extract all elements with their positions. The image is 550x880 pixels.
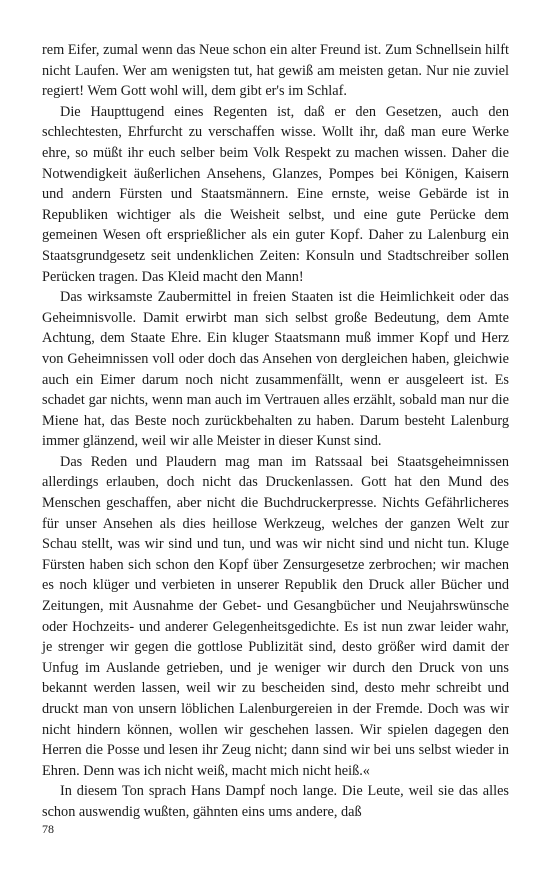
page-number: 78 — [42, 822, 54, 836]
paragraph-continuation: rem Eifer, zumal wenn das Neue schon ein alter Freund ist. Zum Schnellsein hilft nicht Laufen. Wer am wenigsten tut, hat gewiß am meisten getan. Nur nie zuviel regiert! Wem Gott wohl will, dem gibt er's im Schlaf. — [42, 42, 509, 100]
paragraph: In diesem Ton sprach Hans Dampf noch lange. Die Leute, weil sie das alles schon auswendig wußten, gähnten eins ums andere, daß — [42, 783, 509, 820]
paragraph: Die Haupttugend eines Regenten ist, daß er den Gesetzen, auch den schlechtesten, Ehrfurcht zu verschaffen wisse. Wollt ihr, daß man eure Werke ehre, so müßt ihr euch selber beim Volk Respekt zu machen wissen. Daher die Notwendigkeit äußerlichen Ansehens, Glanzes, Pompes bei Königen, Kaisern und andern Fürsten und Staatsmännern. Eine ernste, weise Gebärde ist in Republiken wichtiger als die Weisheit selbst, und eine gute Perücke dem gemeinen Wesen oft ersprießlicher als ein guter Kopf. Daher zu Lalenburg ein Staatsgrundgesetz seit undenklichen Zeiten: Konsuln und Stadtschreiber sollen Perücken tragen. Das Kleid macht den Mann! — [42, 103, 509, 285]
paragraph: Das Reden und Plaudern mag man im Ratssaal bei Staatsgeheimnissen allerdings erlauben, doch nicht das Druckenlassen. Gott hat den Mund des Menschen geschaffen, aber nicht die Buchdruckerpresse. Nichts Gefährlicheres für unser Ansehen als dies heillose Werkzeug, welches der ganzen Welt zur Schau stellt, was wir sind und tun, und was wir nicht sind und nicht tun. Kluge Fürsten haben sich schon den Kopf über Zensurgesetze zerbrochen; wir machen es noch klüger und verbieten in unserer Republik den Druck aller Bücher und Zeitungen, mit Ausnahme der Gebet- und Gesangbücher und Neujahrswünsche oder Hochzeits- und anderer Gelegenheitsgedichte. Es ist nun zwar leider wahr, je strenger wir gegen die gottlose Publizität sind, desto größer wird damit der Unfug im Auslande getrieben, und je weniger wir durch den Druck von uns bekannt werden lassen, weil wir zu bescheiden sind, desto mehr schreibt und druckt man von unsern löblichen Lalenburgereien in der Fremde. Doch was wir nicht hindern können, wollen wir geschehen lassen. Wir spielen dagegen den Herren die Posse und lesen ihr Zeug nicht; dann sind wir bei uns selbst wieder in Ehren. Denn was ich nicht weiß, macht mich nicht heiß.« — [42, 453, 509, 779]
paragraph: Das wirksamste Zaubermittel in freien Staaten ist die Heimlichkeit oder das Geheimnisvolle. Damit erwirbt man sich selbst große Bedeutung, dem Amte Achtung, dem Staate Ehre. Ein kluger Staatsmann muß immer Kopf und Herz von Geheimnissen voll oder doch das Ansehen von dergleichen haben, gleichwie auch ein Eimer darum noch nicht zusammenfällt, wenn er ausgeleert ist. Es schadet gar nichts, wenn man auch im Vertrauen alles erzählt, sobald man nur die Miene hat, das Beste noch zurückbehalten zu haben. Darum besteht Lalenburg immer glänzend, weil wir alle Meister in dieser Kunst sind. — [42, 289, 509, 450]
body-text — [42, 40, 509, 823]
